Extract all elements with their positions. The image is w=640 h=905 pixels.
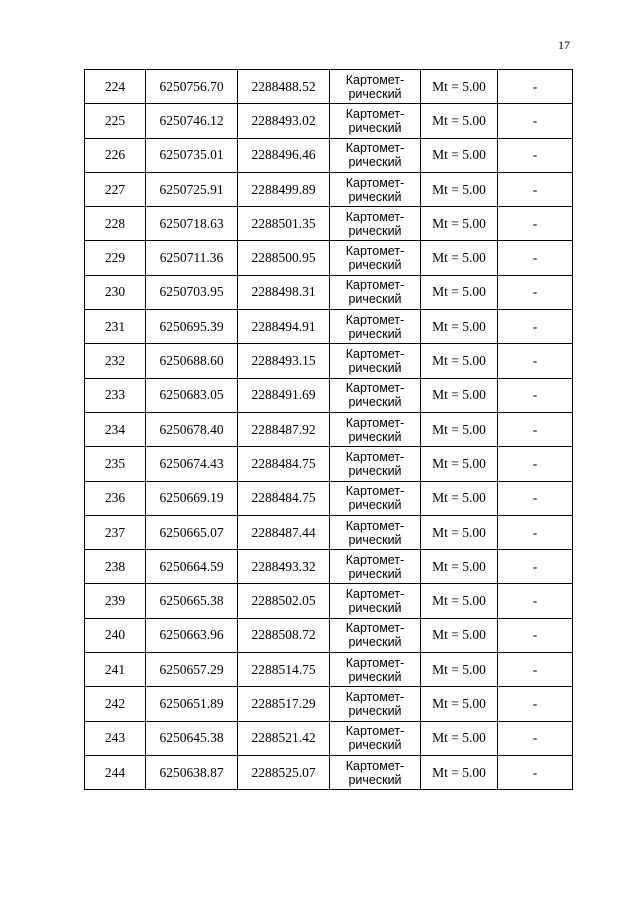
note-cell: - (498, 138, 573, 172)
y-coordinate-cell: 2288499.89 (238, 172, 330, 206)
method-line-2: рический (348, 703, 402, 718)
table-row (85, 310, 573, 344)
y-coordinate-cell: 2288484.75 (238, 447, 330, 481)
note-cell: - (498, 721, 573, 755)
method-line-2: рический (348, 772, 402, 787)
point-id-cell: 224 (85, 70, 146, 104)
method-line-2: рический (348, 429, 402, 444)
point-id-cell: 225 (85, 104, 146, 138)
x-coordinate-cell: 6250718.63 (146, 207, 238, 241)
y-coordinate-cell: 2288488.52 (238, 70, 330, 104)
method-line-2: рический (348, 738, 402, 753)
method-line-1: Картомет- (345, 175, 405, 190)
method-line-1: Картомет- (345, 141, 405, 156)
point-id-cell: 237 (85, 515, 146, 549)
point-id-cell: 230 (85, 275, 146, 309)
table-row (85, 618, 573, 652)
method-line-2: рический (348, 120, 402, 135)
accuracy-cell: Mt = 5.00 (421, 687, 498, 721)
table-row (85, 138, 573, 172)
table-row (85, 378, 573, 412)
note-cell: - (498, 755, 573, 789)
x-coordinate-cell: 6250663.96 (146, 618, 238, 652)
table-row (85, 412, 573, 446)
x-coordinate-cell: 6250683.05 (146, 378, 238, 412)
accuracy-cell: Mt = 5.00 (421, 447, 498, 481)
point-id-cell: 226 (85, 138, 146, 172)
point-id-cell: 243 (85, 721, 146, 755)
table-row (85, 104, 573, 138)
method-line-2: рический (348, 532, 402, 547)
note-cell: - (498, 653, 573, 687)
note-cell: - (498, 618, 573, 652)
method-line-2: рический (348, 361, 402, 376)
method-line-1: Картомет- (345, 381, 405, 396)
accuracy-cell: Mt = 5.00 (421, 207, 498, 241)
coordinates-table (84, 69, 573, 790)
x-coordinate-cell: 6250711.36 (146, 241, 238, 275)
method-cell (330, 755, 421, 789)
method-line-1: Картомет- (345, 587, 405, 602)
method-cell (330, 481, 421, 515)
table-row (85, 653, 573, 687)
accuracy-cell: Mt = 5.00 (421, 550, 498, 584)
method-line-2: рический (348, 292, 402, 307)
method-cell (330, 515, 421, 549)
method-line-1: Картомет- (345, 655, 405, 670)
method-cell (330, 104, 421, 138)
method-cell (330, 172, 421, 206)
method-cell (330, 207, 421, 241)
method-line-2: рический (348, 395, 402, 410)
accuracy-cell: Mt = 5.00 (421, 138, 498, 172)
method-line-2: рический (348, 155, 402, 170)
x-coordinate-cell: 6250746.12 (146, 104, 238, 138)
point-id-cell: 228 (85, 207, 146, 241)
method-cell (330, 70, 421, 104)
point-id-cell: 239 (85, 584, 146, 618)
accuracy-cell: Mt = 5.00 (421, 481, 498, 515)
x-coordinate-cell: 6250651.89 (146, 687, 238, 721)
table-row (85, 344, 573, 378)
x-coordinate-cell: 6250678.40 (146, 412, 238, 446)
accuracy-cell: Mt = 5.00 (421, 515, 498, 549)
x-coordinate-cell: 6250664.59 (146, 550, 238, 584)
method-cell (330, 138, 421, 172)
y-coordinate-cell: 2288502.05 (238, 584, 330, 618)
method-line-2: рический (348, 258, 402, 273)
y-coordinate-cell: 2288517.29 (238, 687, 330, 721)
y-coordinate-cell: 2288494.91 (238, 310, 330, 344)
table-row (85, 584, 573, 618)
note-cell: - (498, 104, 573, 138)
table-row (85, 70, 573, 104)
x-coordinate-cell: 6250657.29 (146, 653, 238, 687)
accuracy-cell: Mt = 5.00 (421, 584, 498, 618)
y-coordinate-cell: 2288521.42 (238, 721, 330, 755)
accuracy-cell: Mt = 5.00 (421, 275, 498, 309)
point-id-cell: 244 (85, 755, 146, 789)
method-line-2: рический (348, 86, 402, 101)
method-line-1: Картомет- (345, 724, 405, 739)
note-cell: - (498, 275, 573, 309)
method-line-1: Картомет- (345, 415, 405, 430)
table-row (85, 447, 573, 481)
method-line-2: рический (348, 498, 402, 513)
method-line-1: Картомет- (345, 72, 405, 87)
method-line-1: Картомет- (345, 347, 405, 362)
accuracy-cell: Mt = 5.00 (421, 241, 498, 275)
method-cell (330, 584, 421, 618)
accuracy-cell: Mt = 5.00 (421, 104, 498, 138)
accuracy-cell: Mt = 5.00 (421, 310, 498, 344)
point-id-cell: 227 (85, 172, 146, 206)
method-cell (330, 653, 421, 687)
accuracy-cell: Mt = 5.00 (421, 70, 498, 104)
table-row (85, 721, 573, 755)
method-line-1: Картомет- (345, 552, 405, 567)
method-line-1: Картомет- (345, 484, 405, 499)
point-id-cell: 235 (85, 447, 146, 481)
method-cell (330, 275, 421, 309)
coordinates-table-body (85, 70, 573, 790)
y-coordinate-cell: 2288487.44 (238, 515, 330, 549)
x-coordinate-cell: 6250638.87 (146, 755, 238, 789)
note-cell: - (498, 481, 573, 515)
point-id-cell: 241 (85, 653, 146, 687)
note-cell: - (498, 378, 573, 412)
table-row (85, 207, 573, 241)
note-cell: - (498, 172, 573, 206)
x-coordinate-cell: 6250735.01 (146, 138, 238, 172)
x-coordinate-cell: 6250645.38 (146, 721, 238, 755)
y-coordinate-cell: 2288525.07 (238, 755, 330, 789)
table-row (85, 172, 573, 206)
y-coordinate-cell: 2288484.75 (238, 481, 330, 515)
method-cell (330, 618, 421, 652)
method-line-1: Картомет- (345, 689, 405, 704)
y-coordinate-cell: 2288508.72 (238, 618, 330, 652)
page-number: 17 (558, 38, 570, 52)
note-cell: - (498, 70, 573, 104)
point-id-cell: 242 (85, 687, 146, 721)
x-coordinate-cell: 6250669.19 (146, 481, 238, 515)
x-coordinate-cell: 6250725.91 (146, 172, 238, 206)
table-row (85, 241, 573, 275)
method-cell (330, 687, 421, 721)
method-line-1: Картомет- (345, 449, 405, 464)
note-cell: - (498, 687, 573, 721)
method-line-2: рический (348, 223, 402, 238)
table-row (85, 481, 573, 515)
y-coordinate-cell: 2288491.69 (238, 378, 330, 412)
accuracy-cell: Mt = 5.00 (421, 721, 498, 755)
y-coordinate-cell: 2288498.31 (238, 275, 330, 309)
method-cell (330, 447, 421, 481)
y-coordinate-cell: 2288500.95 (238, 241, 330, 275)
note-cell: - (498, 550, 573, 584)
method-line-1: Картомет- (345, 209, 405, 224)
accuracy-cell: Mt = 5.00 (421, 412, 498, 446)
x-coordinate-cell: 6250674.43 (146, 447, 238, 481)
method-line-2: рический (348, 326, 402, 341)
table-row (85, 687, 573, 721)
method-line-1: Картомет- (345, 312, 405, 327)
point-id-cell: 236 (85, 481, 146, 515)
x-coordinate-cell: 6250695.39 (146, 310, 238, 344)
y-coordinate-cell: 2288493.32 (238, 550, 330, 584)
note-cell: - (498, 310, 573, 344)
point-id-cell: 232 (85, 344, 146, 378)
accuracy-cell: Mt = 5.00 (421, 755, 498, 789)
accuracy-cell: Mt = 5.00 (421, 172, 498, 206)
note-cell: - (498, 584, 573, 618)
method-line-1: Картомет- (345, 758, 405, 773)
method-cell (330, 378, 421, 412)
table-row (85, 550, 573, 584)
point-id-cell: 240 (85, 618, 146, 652)
point-id-cell: 238 (85, 550, 146, 584)
method-cell (330, 412, 421, 446)
method-line-2: рический (348, 189, 402, 204)
method-line-1: Картомет- (345, 621, 405, 636)
method-line-2: рический (348, 669, 402, 684)
method-cell (330, 241, 421, 275)
y-coordinate-cell: 2288487.92 (238, 412, 330, 446)
method-line-1: Картомет- (345, 518, 405, 533)
y-coordinate-cell: 2288493.02 (238, 104, 330, 138)
note-cell: - (498, 241, 573, 275)
note-cell: - (498, 447, 573, 481)
y-coordinate-cell: 2288501.35 (238, 207, 330, 241)
accuracy-cell: Mt = 5.00 (421, 378, 498, 412)
point-id-cell: 229 (85, 241, 146, 275)
x-coordinate-cell: 6250703.95 (146, 275, 238, 309)
accuracy-cell: Mt = 5.00 (421, 653, 498, 687)
method-line-2: рический (348, 463, 402, 478)
method-line-1: Картомет- (345, 106, 405, 121)
table-row (85, 515, 573, 549)
method-cell (330, 310, 421, 344)
note-cell: - (498, 344, 573, 378)
x-coordinate-cell: 6250665.07 (146, 515, 238, 549)
y-coordinate-cell: 2288493.15 (238, 344, 330, 378)
x-coordinate-cell: 6250756.70 (146, 70, 238, 104)
method-line-2: рический (348, 566, 402, 581)
point-id-cell: 233 (85, 378, 146, 412)
note-cell: - (498, 412, 573, 446)
method-line-2: рический (348, 601, 402, 616)
point-id-cell: 231 (85, 310, 146, 344)
note-cell: - (498, 207, 573, 241)
method-line-1: Картомет- (345, 278, 405, 293)
y-coordinate-cell: 2288514.75 (238, 653, 330, 687)
accuracy-cell: Mt = 5.00 (421, 344, 498, 378)
note-cell: - (498, 515, 573, 549)
table-row (85, 755, 573, 789)
method-line-2: рический (348, 635, 402, 650)
point-id-cell: 234 (85, 412, 146, 446)
table-row (85, 275, 573, 309)
accuracy-cell: Mt = 5.00 (421, 618, 498, 652)
y-coordinate-cell: 2288496.46 (238, 138, 330, 172)
method-cell (330, 721, 421, 755)
method-cell (330, 550, 421, 584)
x-coordinate-cell: 6250688.60 (146, 344, 238, 378)
method-line-1: Картомет- (345, 244, 405, 259)
x-coordinate-cell: 6250665.38 (146, 584, 238, 618)
method-cell (330, 344, 421, 378)
